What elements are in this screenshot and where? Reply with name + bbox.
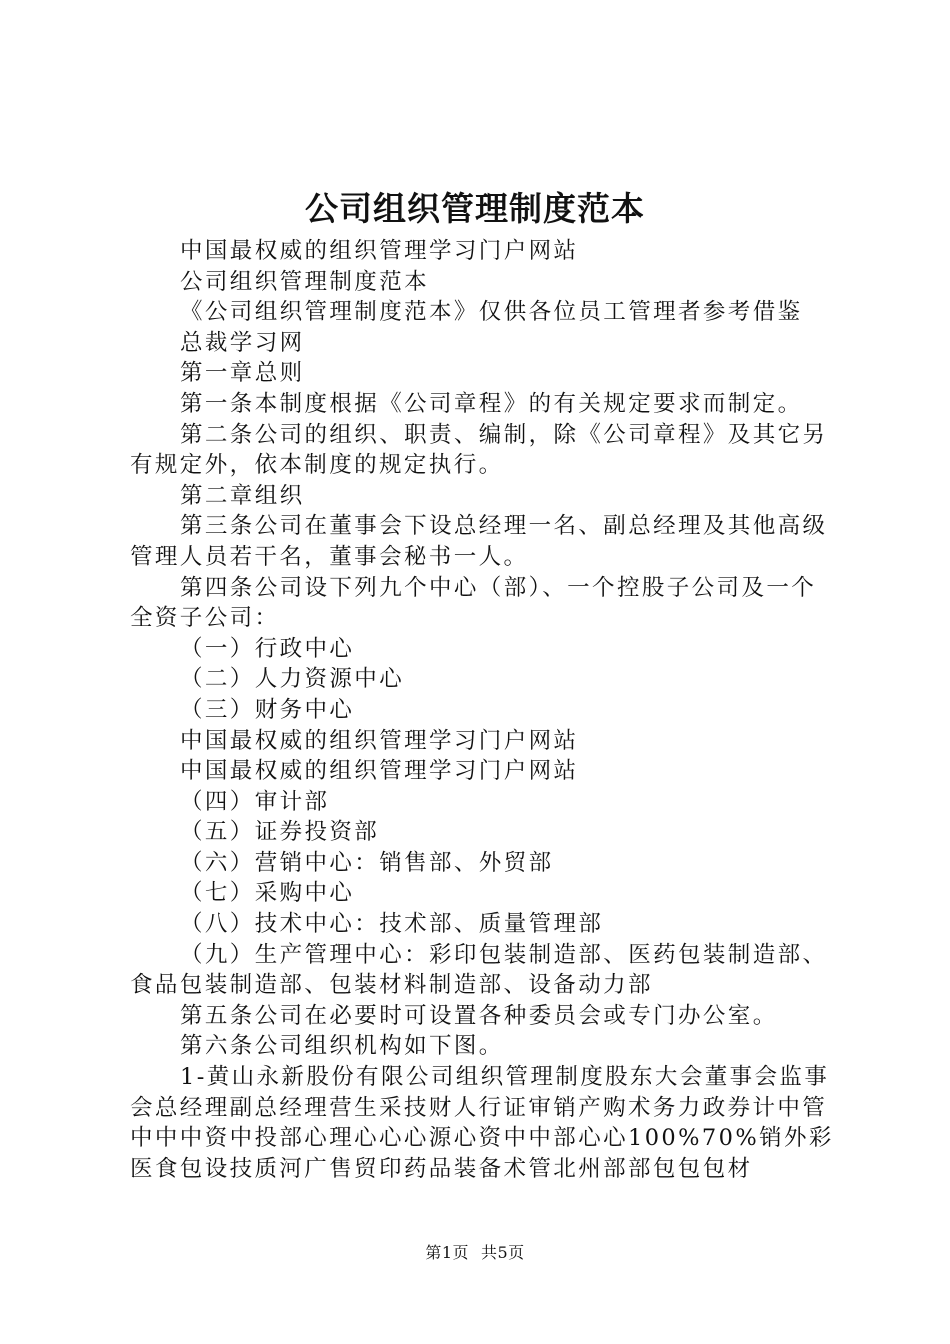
article-paragraph: 第二条公司的组织、职责、编制，除《公司章程》及其它另有规定外，依本制度的规定执行。 <box>130 421 828 479</box>
page-total: 共5页 <box>481 1243 525 1262</box>
paragraph: 中国最权威的组织管理学习门户网站 <box>180 727 579 754</box>
article-paragraph: 第三条公司在董事会下设总经理一名、副总经理及其他高级管理人员若干名，董事会秘书一人。 <box>130 513 828 570</box>
list-item: （五）证券投资部 <box>180 819 380 846</box>
paragraph: 中国最权威的组织管理学习门户网站 <box>180 758 579 785</box>
chapter-heading: 第一章总则 <box>180 360 305 387</box>
list-item: （三）财务中心 <box>180 696 355 723</box>
paragraph: 总裁学习网 <box>180 329 305 356</box>
chapter-heading: 第二章组织 <box>180 482 305 509</box>
list-item: （九）生产管理中心：彩印包装制造部、医药包装制造部、食品包装制造部、包装材料制造部、设备动力部 <box>130 941 828 999</box>
list-item: （七）采购中心 <box>180 880 355 907</box>
article-paragraph: 第五条公司在必要时可设置各种委员会或专门办公室。 <box>180 1002 778 1029</box>
paragraph: 中国最权威的组织管理学习门户网站 <box>180 238 579 264</box>
list-item: （二）人力资源中心 <box>180 666 405 693</box>
paragraph: 公司组织管理制度范本 <box>180 268 430 295</box>
list-item: （八）技术中心：技术部、质量管理部 <box>180 911 604 938</box>
paragraph: 《公司组织管理制度范本》仅供各位员工管理者参考借鉴 <box>180 299 803 326</box>
page-footer <box>0 1242 950 1264</box>
article-paragraph: 第一条本制度根据《公司章程》的有关规定要求而制定。 <box>180 390 803 417</box>
page-number: 第1页 <box>425 1243 469 1262</box>
document-body <box>130 236 835 1184</box>
article-paragraph: 第六条公司组织机构如下图。 <box>180 1033 504 1060</box>
article-paragraph: 第四条公司设下列九个中心（部）、一个控股子公司及一个全资子公司： <box>130 574 817 632</box>
list-item: （四）审计部 <box>180 788 330 815</box>
list-item: （六）营销中心：销售部、外贸部 <box>180 849 554 876</box>
document-title: 公司组织管理制度范本 <box>305 189 645 228</box>
org-chart-text: 1-黄山永新股份有限公司组织管理制度股东大会董事会监事会总经理副总经理营生采技财人行证审销产购术务力政券计中管中中中资中投部心理心心心源心资中中部心心100%70%销外彩医食包设技质河广售贸印药品装备术管北州部部包包包材 <box>130 1064 834 1182</box>
list-item: （一）行政中心 <box>180 635 355 662</box>
